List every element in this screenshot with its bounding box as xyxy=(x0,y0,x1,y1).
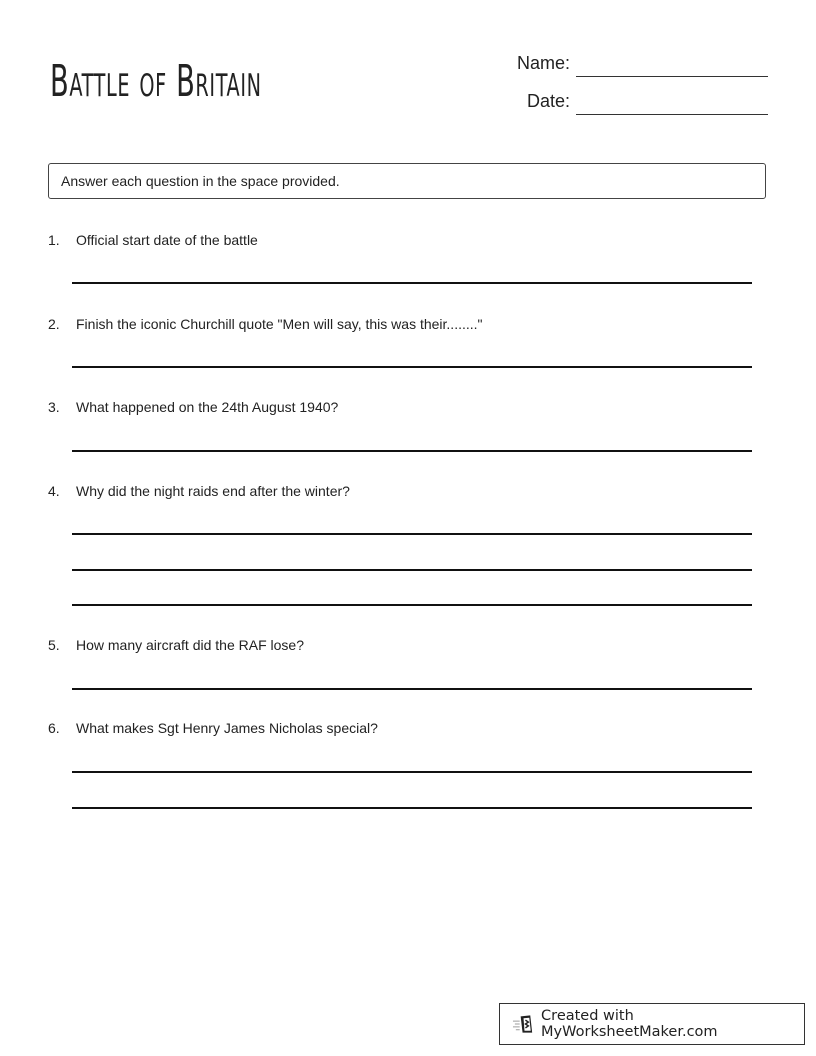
question-text: What happened on the 24th August 1940? xyxy=(76,399,339,415)
question-text: How many aircraft did the RAF lose? xyxy=(76,637,304,653)
question-text: What makes Sgt Henry James Nicholas special? xyxy=(76,720,378,736)
name-field-line[interactable] xyxy=(576,76,768,77)
answer-line[interactable] xyxy=(72,450,752,452)
footer-badge[interactable] xyxy=(499,1003,805,1045)
name-label: Name: xyxy=(516,53,570,73)
question-number: 3. xyxy=(48,399,60,415)
question-number: 4. xyxy=(48,483,60,499)
question-number: 1. xyxy=(48,232,60,248)
date-label: Date: xyxy=(526,91,570,111)
footer-text: Created with MyWorksheetMaker.com xyxy=(541,1008,718,1040)
instructions-box: Answer each question in the space provided. xyxy=(48,163,766,199)
question-number: 2. xyxy=(48,316,60,332)
answer-line[interactable] xyxy=(72,807,752,809)
date-field-line[interactable] xyxy=(576,114,768,115)
question-text: Finish the iconic Churchill quote "Men will say, this was their........" xyxy=(76,316,483,332)
question-number: 5. xyxy=(48,637,60,653)
answer-line[interactable] xyxy=(72,604,752,606)
answer-line[interactable] xyxy=(72,569,752,571)
answer-line[interactable] xyxy=(72,533,752,535)
answer-line[interactable] xyxy=(72,688,752,690)
question-text: Why did the night raids end after the winter? xyxy=(76,483,350,499)
answer-line[interactable] xyxy=(72,366,752,368)
question-text: Official start date of the battle xyxy=(76,232,258,248)
page-title: Battle of Britain xyxy=(50,56,262,107)
answer-line[interactable] xyxy=(72,771,752,773)
question-number: 6. xyxy=(48,720,60,736)
worksheet-logo-icon xyxy=(512,1013,535,1035)
answer-line[interactable] xyxy=(72,282,752,284)
